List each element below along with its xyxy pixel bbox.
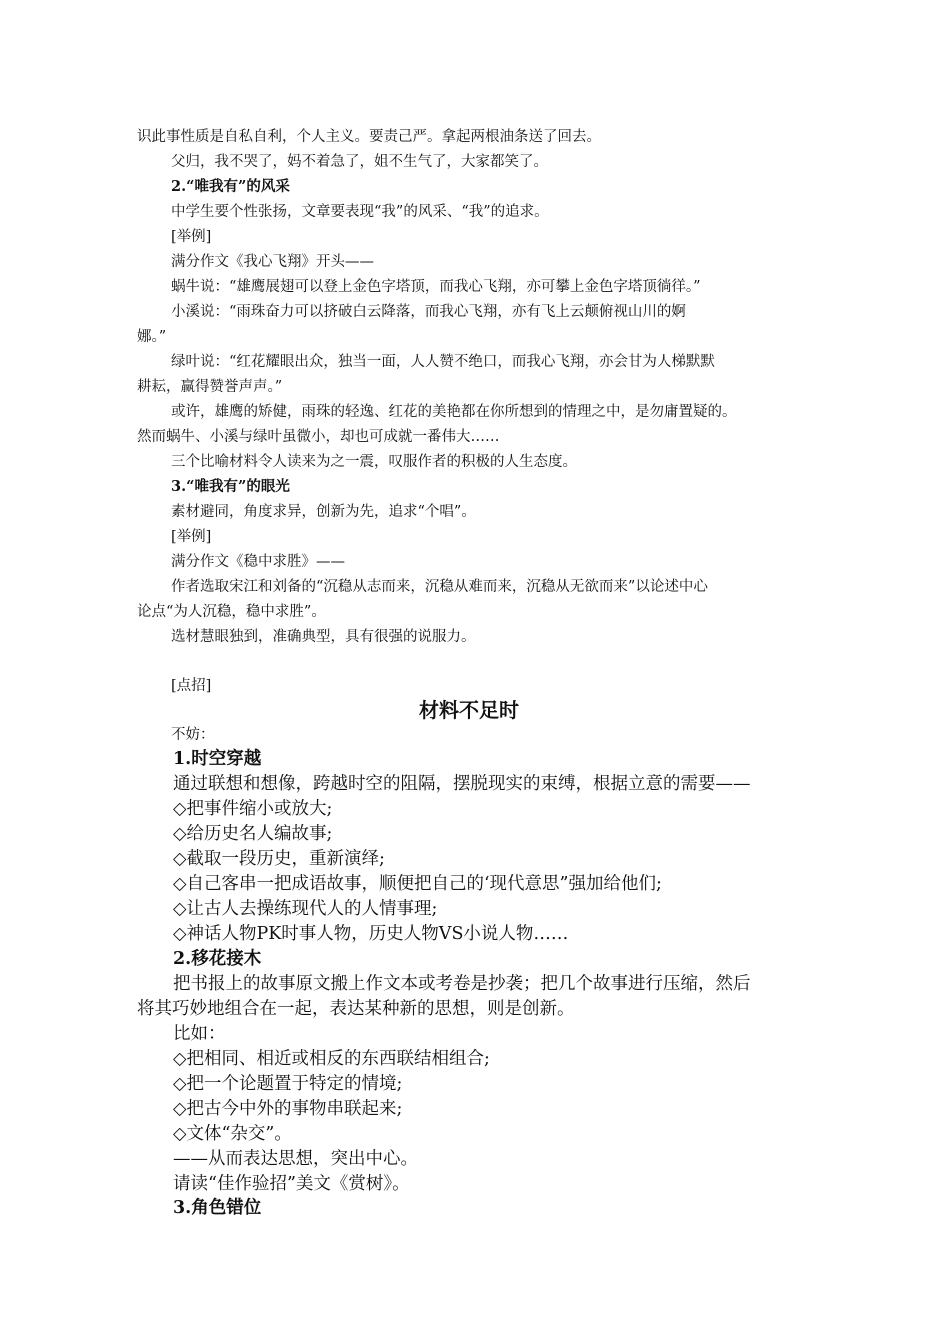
section-heading: 2.“唯我有”的风采 [171,178,290,195]
example-tag: [举例] [171,229,212,245]
quote-line: 娜。” [137,329,167,345]
section-heading: 3.“唯我有”的眼光 [171,478,290,495]
list-item: ◇截取一段历史，重新演绎; [173,849,385,869]
paragraph-line: 把书报上的故事原文搬上作文本或考卷是抄袭；把几个故事进行压缩，然后 [173,974,751,994]
quote-line: 小溪说：“雨珠奋力可以挤破白云降落，而我心飞翔，亦有飞上云颠俯视山川的婀 [171,304,686,320]
list-item: ◇神话人物PK时事人物，历史人物VS小说人物…… [173,924,569,944]
page-title: 材料不足时 [419,698,519,722]
list-item: ◇自己客串一把成语故事，顺便把自己的‘现代意思”强加给他们; [173,874,662,894]
paragraph-line: 素材避同，角度求异，创新为先，追求“个唱”。 [171,504,476,520]
list-item: ◇让古人去操练现代人的人情事理; [173,899,438,919]
list-item: ◇把相同、相近或相反的东西联结相组合; [173,1049,490,1069]
paragraph-line: 不妨： [171,727,215,743]
list-item: ◇把事件缩小或放大; [173,799,333,819]
paragraph-line: 请读“佳作验招”美文《赏树》。 [173,1174,410,1194]
section-heading: 1.时空穿越 [173,749,262,769]
list-item: ◇给历史名人编故事; [173,824,333,844]
example-tag: [举例] [171,529,212,545]
quote-line: 蜗牛说：“雄鹰展翅可以登上金色字塔顶，而我心飞翔，亦可攀上金色字塔顶徜徉。” [171,279,701,295]
paragraph-line: 识此事性质是自私自利，个人主义。要责己严。拿起两根油条送了回去。 [137,129,601,145]
paragraph-line: 中学生要个性张扬，文章要表现“我”的风采、“我”的追求。 [171,204,549,220]
paragraph-line: 比如： [173,1024,226,1044]
quote-line: 绿叶说：“红花耀眼出众，独当一面，人人赞不绝口，而我心飞翔，亦会甘为人梯默默 [171,354,715,370]
section-heading: 2.移花接木 [173,949,262,969]
paragraph-line: 三个比喻材料令人读来为之一震，叹服作者的积极的人生态度。 [171,454,577,470]
tip-tag: [点招] [171,678,212,694]
paragraph-line: 然而蜗牛、小溪与绿叶虽微小，却也可成就一番伟大…… [137,429,500,445]
paragraph-line: ——从而表达思想，突出中心。 [173,1149,418,1169]
paragraph-line: 将其巧妙地组合在一起，表达某种新的思想，则是创新。 [137,999,575,1019]
paragraph-line: 论点“为人沉稳，稳中求胜”。 [137,604,326,620]
paragraph-line: 作者选取宋江和刘备的“沉稳从志而来，沉稳从难而来，沉稳从无欲而来”以论述中心 [171,579,708,595]
list-item: ◇把古今中外的事物串联起来; [173,1099,403,1119]
section-heading: 3.角色错位 [173,1198,262,1218]
essay-reference: 满分作文《我心飞翔》开头—— [171,254,374,270]
quote-line: 耕耘，赢得赞誉声声。” [137,379,283,395]
paragraph-line: 选材慧眼独到，准确典型，具有很强的说服力。 [171,629,476,645]
list-item: ◇把一个论题置于特定的情境; [173,1074,403,1094]
paragraph-line: 通过联想和想像，跨越时空的阻隔，摆脱现实的束缚，根据立意的需要—— [173,774,751,794]
paragraph-line: 或许，雄鹰的矫健，雨珠的轻逸、红花的美艳都在你所想到的情理之中，是勿庸置疑的。 [171,404,737,420]
paragraph-line: 父归，我不哭了，妈不着急了，姐不生气了，大家都笑了。 [171,154,548,170]
essay-reference: 满分作文《稳中求胜》—— [171,554,345,570]
list-item: ◇文体“杂交”。 [173,1124,292,1144]
